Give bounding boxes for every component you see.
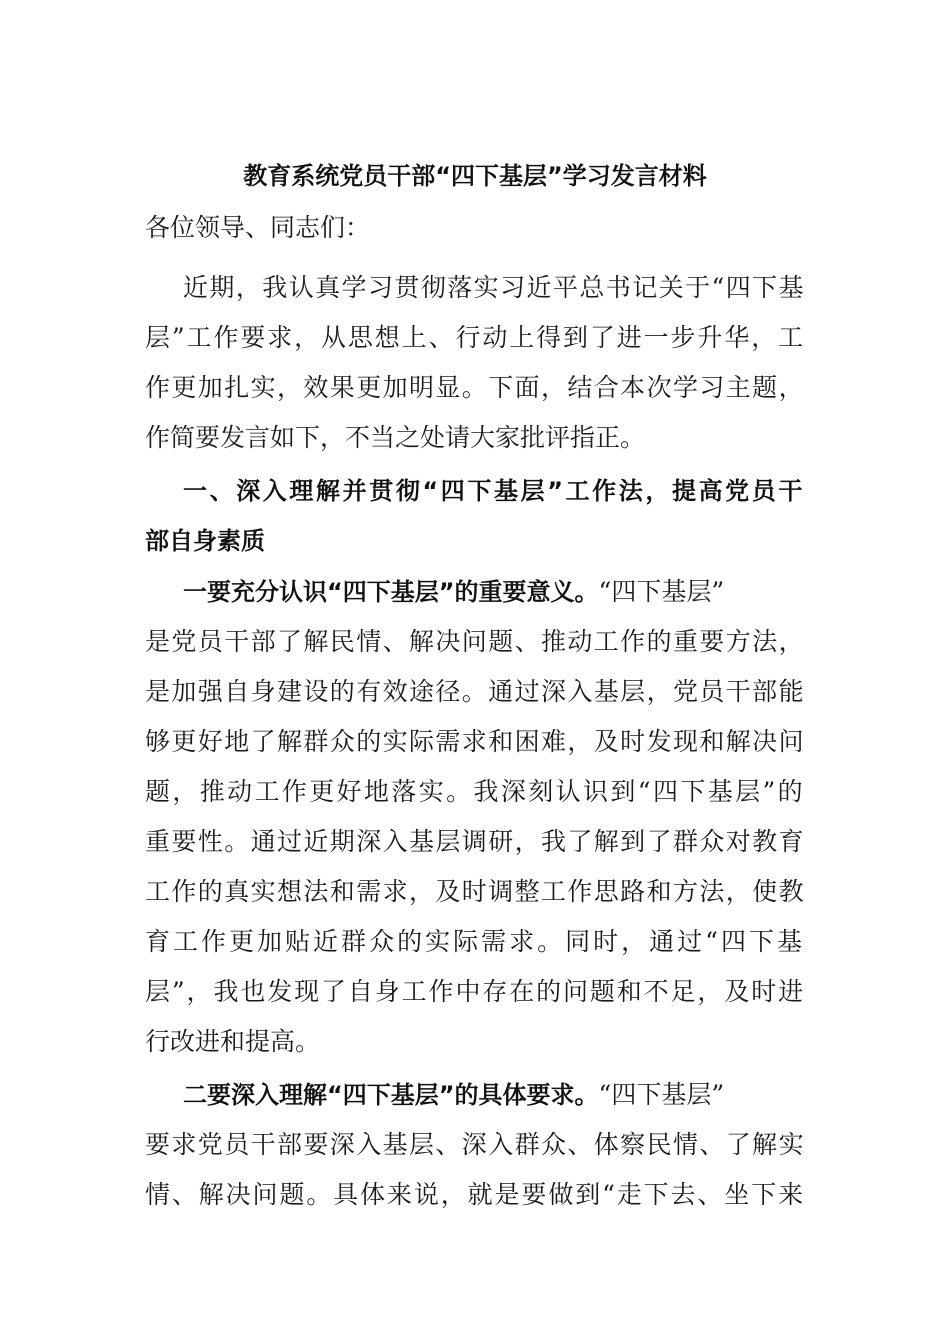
paragraph-line — [145, 318, 805, 358]
paragraph-line — [145, 1175, 805, 1215]
line-text: 是加强自身建设的有效途径。通过深入基层，党员干部能 — [145, 677, 805, 706]
line-text: 育工作更加贴近群众的实际需求。同时，通过“四下基 — [145, 927, 805, 956]
line-text: 要求党员干部要深入基层、深入群众、体察民情、了解实 — [145, 1130, 805, 1159]
line-text: 是党员干部了解民情、解决问题、推动工作的重要方法， — [145, 627, 805, 656]
line-text: 层”工作要求，从思想上、行动上得到了进一步升华，工 — [145, 323, 805, 352]
paragraph-line — [145, 722, 805, 762]
paragraph-line — [145, 1125, 805, 1165]
line-text: 重要性。通过近期深入基层调研，我了解到了群众对教育 — [145, 827, 805, 856]
paragraph-line — [183, 268, 805, 308]
section-heading — [183, 471, 805, 511]
heading-text: 一、深入理解并贯彻“四下基层”工作法，提高党员干 — [183, 477, 805, 505]
paragraph-line — [145, 972, 805, 1012]
line-text: “四下基层” — [598, 1080, 725, 1109]
paragraph-line — [145, 368, 805, 408]
paragraph-line: 作简要发言如下，不当之处请大家批评指正。 — [145, 423, 646, 452]
document-title: 教育系统党员干部“四下基层”学习发言材料 — [243, 162, 707, 190]
paragraph-line — [145, 822, 805, 862]
paragraph-line — [145, 672, 805, 712]
subheading-text: 一要充分认识“四下基层”的重要意义。 — [183, 578, 599, 606]
salutation: 各位领导、同志们： — [145, 213, 371, 242]
paragraph-line — [145, 922, 805, 962]
section-heading: 部自身素质 — [145, 527, 265, 555]
subheading-text: 二要深入理解“四下基层”的具体要求。 — [183, 1081, 599, 1109]
line-text: 层”，我也发现了自身工作中存在的问题和不足，及时进 — [145, 977, 805, 1006]
paragraph-line — [145, 872, 805, 912]
line-text: 作更加扎实，效果更加明显。下面，结合本次学习主题， — [145, 373, 805, 402]
line-text: 题，推动工作更好地落实。我深刻认识到“四下基层”的 — [145, 777, 805, 806]
paragraph-line — [183, 572, 805, 612]
line-text: 工作的真实想法和需求，及时调整工作思路和方法，使教 — [145, 877, 805, 906]
paragraph-line — [145, 772, 805, 812]
line-text: 情、解决问题。具体来说，就是要做到“走下去、坐下来 — [145, 1180, 805, 1209]
line-text: “四下基层” — [598, 577, 725, 606]
line-text: 够更好地了解群众的实际需求和困难，及时发现和解决问 — [145, 727, 805, 756]
line-text: 近期，我认真学习贯彻落实习近平总书记关于“四下基 — [183, 273, 805, 302]
paragraph-line — [145, 622, 805, 662]
paragraph-line: 行改进和提高。 — [145, 1027, 321, 1056]
paragraph-line — [183, 1075, 805, 1115]
